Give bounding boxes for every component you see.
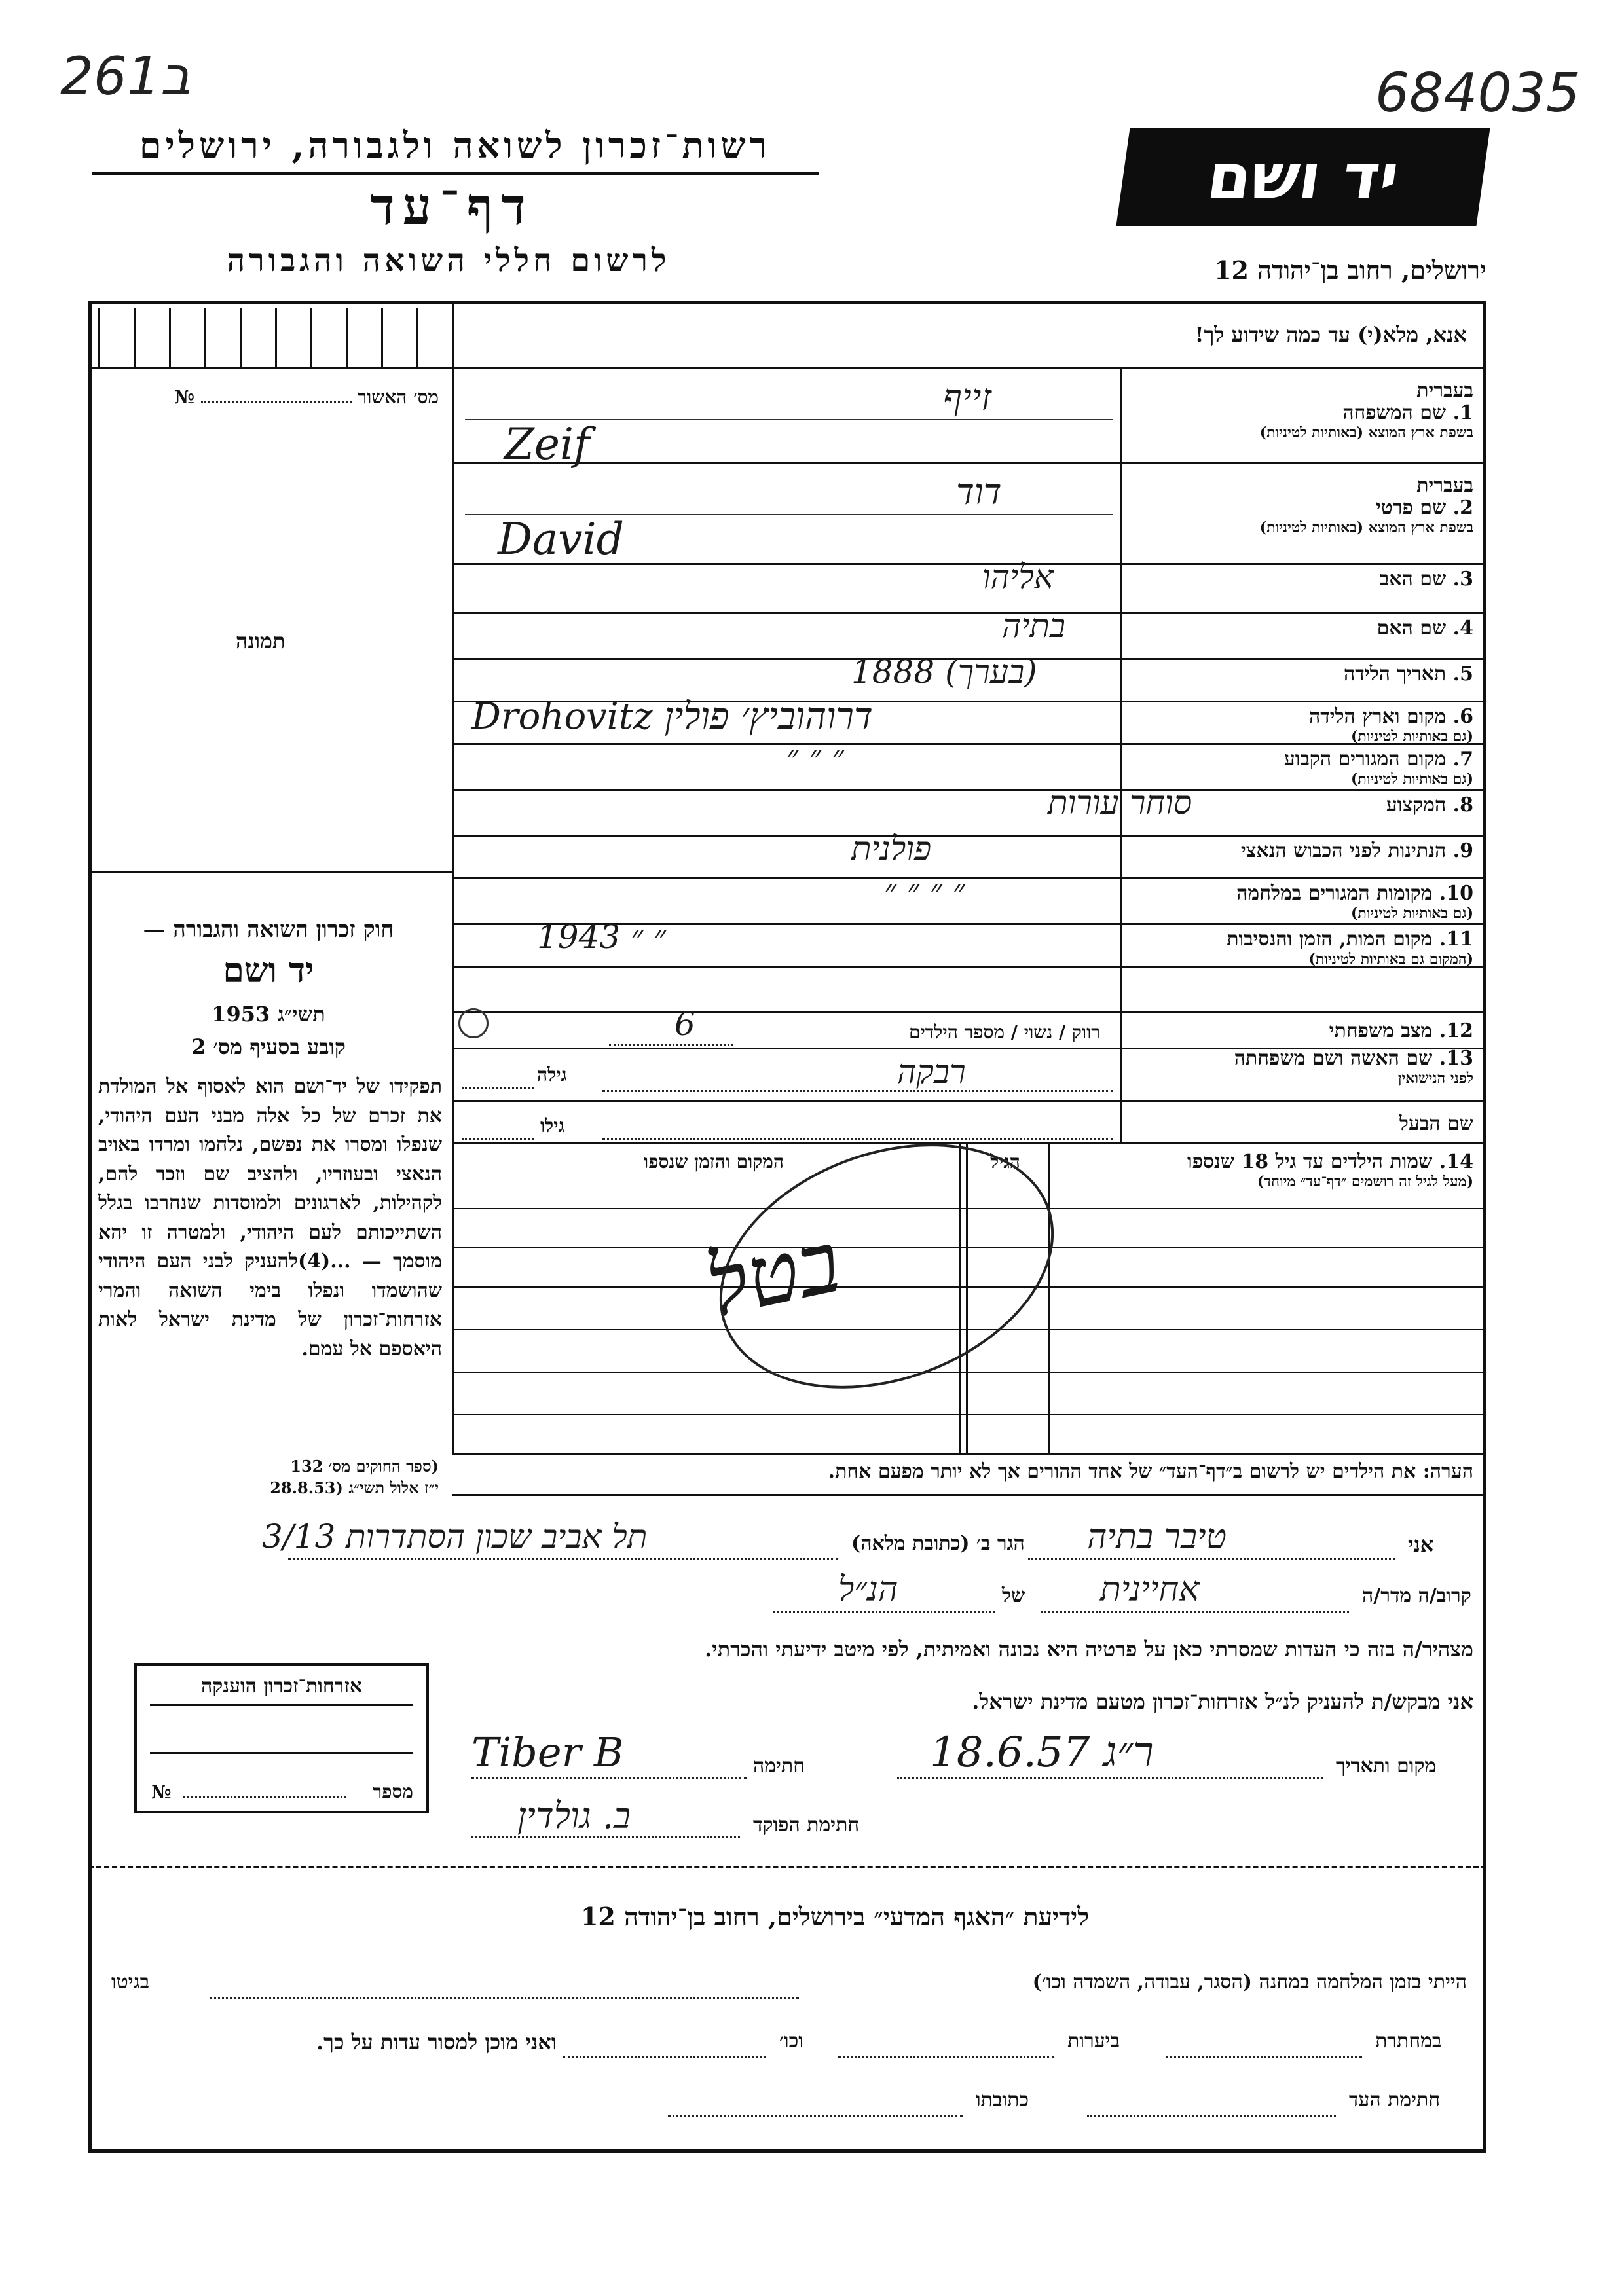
field-label: מקומות המגורים במלחמה <box>1236 882 1433 905</box>
footer-line1: הייתי בזמן המלחמה במחנה (הסגר, עבודה, השמדה וכו׳) <box>1032 1971 1467 1994</box>
footer-forests-label: ביערות <box>1067 2030 1120 2052</box>
field-number: 1. <box>1452 401 1473 424</box>
children-col-place: המקום והזמן שנספו <box>644 1151 784 1173</box>
field-value[interactable]: 1943 ״ ״ <box>537 918 667 956</box>
row-divider <box>452 1100 1486 1102</box>
footer-divider <box>88 1866 1486 1868</box>
field-sublabel: (גם באותיות לטיניות) <box>1350 771 1473 788</box>
address-label: הגר ב׳ (כתובת מלאה) <box>851 1532 1025 1555</box>
field-surname-hebrew[interactable]: זייף <box>943 376 991 419</box>
law-name: יד ושם <box>223 951 314 991</box>
record-number: 684035 <box>1375 62 1581 124</box>
officer-value[interactable]: ב. גולדין <box>517 1795 631 1836</box>
field-number: 5. <box>1452 663 1473 685</box>
children-count-field[interactable] <box>609 1044 733 1046</box>
field-label-group <box>1126 568 1473 591</box>
field-value[interactable]: ״ ״ ״ ״ <box>884 872 965 910</box>
camp-field[interactable] <box>210 1997 799 1999</box>
place-date-field[interactable] <box>897 1777 1323 1779</box>
yad-vashem-logo <box>1116 128 1490 226</box>
approval-no-label: № <box>174 386 194 408</box>
footer-ghetto-label: בגיטו <box>111 1971 150 1994</box>
children-col-age: הגיל <box>990 1151 1020 1173</box>
field-number: 6. <box>1452 705 1473 728</box>
children-count-value[interactable]: 6 <box>674 1005 695 1043</box>
place-date-value[interactable]: ר״ג 18.6.57 <box>930 1728 1154 1777</box>
children-col-divider <box>1048 1142 1050 1453</box>
field-value[interactable]: 1888 (בערך) <box>851 653 1037 691</box>
field-firstname-latin[interactable]: David <box>498 514 624 564</box>
field-surname-latin[interactable]: Zeif <box>504 419 590 469</box>
form-note: הערה: את הילדים יש לרשום ב״דף־העד״ של אחד ההורים אך לא יותר מפעם אחת. <box>828 1460 1473 1483</box>
address-field[interactable] <box>288 1558 838 1560</box>
citizenship-box <box>134 1663 429 1813</box>
field-label: שם האם <box>1376 617 1447 640</box>
field-sublabel: (המקום גם באותיות לטיניות) <box>1308 951 1473 968</box>
field-label-group <box>1126 706 1473 745</box>
husband-name-field[interactable] <box>602 1138 1113 1140</box>
header-address: ירושלים, רחוב בן־יהודה 12 <box>1214 255 1486 285</box>
field-number: 11. <box>1439 928 1473 951</box>
relation-of-field[interactable] <box>773 1611 995 1613</box>
children-header: 14. שמות הילדים עד גיל 18 שנספו (מעל לגיל זה רושמים ״דף־עד״ מיוחד) <box>1187 1150 1473 1190</box>
field-surname-lang: בעברית <box>1416 379 1473 402</box>
declarant-field[interactable] <box>1028 1558 1395 1560</box>
note-divider <box>452 1494 1486 1496</box>
form-instruction: אנא, מלא(י) עד כמה שידוע לך! <box>1194 322 1467 347</box>
signature-label: חתימה <box>753 1755 805 1777</box>
field-wife-labels: 13. שם האשה ושם משפחתה לפני הנישואין <box>1234 1047 1473 1087</box>
law-source-date: י״ז אלול תשי״ג (28.8.53 <box>270 1478 439 1497</box>
footer-testimony-text: ואני מוכן למסור עדות על כך. <box>316 2030 557 2054</box>
field-label: מקום המות, הזמן והנסיבות <box>1227 928 1433 951</box>
authority-underline <box>92 172 819 175</box>
field-label: המקצוע <box>1386 793 1447 816</box>
file-mark: 261ב <box>60 46 191 107</box>
field-wife-value[interactable]: רבקה <box>897 1053 966 1091</box>
wife-name-field[interactable] <box>602 1090 1113 1092</box>
children-count-label: רווק / נשוי / מספר הילדים <box>908 1021 1100 1043</box>
row-divider <box>452 789 1486 791</box>
footer-underground-label: במחתרת <box>1375 2030 1442 2052</box>
stamp-circle-icon <box>458 1008 489 1038</box>
children-row-line <box>452 1414 1486 1415</box>
field-marital-label: 12. מצב משפחתי <box>1329 1019 1473 1042</box>
citizenship-box-title: אזרחות־זכרון הוענקה <box>200 1675 363 1698</box>
tick-boxes <box>98 308 452 367</box>
wife-age-field[interactable] <box>462 1087 534 1089</box>
law-year: תשי״ג 1953 <box>212 1002 325 1027</box>
field-label-group <box>1126 883 1473 922</box>
cancelled-scrawl: בטל <box>698 1211 849 1337</box>
note-divider <box>452 1453 1486 1455</box>
citizenship-number-label: מספר <box>373 1781 413 1802</box>
label-column-divider <box>1120 367 1122 1142</box>
row-divider <box>452 612 1486 614</box>
relation-of-label: של <box>1002 1584 1025 1607</box>
field-label-group <box>1126 748 1473 788</box>
field-label: הנתינות לפני הכבוש הנאצי <box>1240 839 1447 862</box>
declaration-request: אני מבקש/ת להעניק לנ״ל אזרחות־זכרון מטעם מדינת ישראל. <box>972 1689 1473 1714</box>
sidebar-law-divider <box>88 871 452 873</box>
approval-row <box>105 386 439 409</box>
row-divider <box>452 877 1486 879</box>
place-date-label: מקום ותאריך <box>1336 1755 1437 1777</box>
page-title: דף־עד <box>370 177 534 236</box>
children-row-line <box>452 1372 1486 1373</box>
field-number: 10. <box>1439 882 1473 905</box>
relation-field[interactable] <box>1041 1611 1349 1613</box>
field-surname-sub: בשפת ארץ המוצא (באותיות לטיניות) <box>1259 424 1473 441</box>
approval-field[interactable] <box>201 401 352 403</box>
witness-signature-label: חתימת העד <box>1349 2088 1441 2111</box>
citizenship-number-field[interactable] <box>183 1796 346 1798</box>
field-number: 4. <box>1452 617 1473 640</box>
field-label: מקום המגורים הקבוע <box>1283 748 1447 771</box>
field-husband-label: שם הבעל <box>1399 1112 1473 1135</box>
field-firstname-labels <box>1126 475 1473 536</box>
field-number: 9. <box>1452 839 1473 862</box>
field-label: מקום וארץ הלידה <box>1308 705 1447 728</box>
field-surname-labels <box>1126 380 1473 441</box>
field-firstname-label: שם פרטי <box>1375 496 1447 519</box>
witness-address-label: כתובתו <box>976 2088 1029 2111</box>
declarant-name[interactable]: טיבר בתיה <box>1087 1518 1227 1557</box>
relation-of-value[interactable]: הנ״ל <box>838 1570 898 1609</box>
field-value[interactable]: בתיה <box>1002 607 1065 645</box>
field-value[interactable]: סוחר עורות <box>1048 784 1192 822</box>
field-surname-label: שם המשפחה <box>1342 401 1447 424</box>
relation-label: קרוב/ה מדר/ה <box>1362 1584 1471 1607</box>
field-sublabel: (גם באותיות לטיניות) <box>1350 728 1473 745</box>
forests-field[interactable] <box>838 2056 1054 2058</box>
field-number: 3. <box>1452 568 1473 591</box>
logo-text: יד ושם <box>1202 140 1404 213</box>
field-label-group <box>1126 617 1473 640</box>
field-firstname-sub: בשפת ארץ המוצא (באותיות לטיניות) <box>1259 519 1473 536</box>
declaration-statement: מצהיר/ה בזה כי העדות שמסרתי כאן על פרטיה היא נכונה ואמיתית, לפי מיטב ידיעתי והכרתי. <box>705 1637 1473 1662</box>
witness-address-field[interactable] <box>668 2115 963 2117</box>
children-divider <box>452 1142 1486 1144</box>
husband-age-field[interactable] <box>462 1138 534 1140</box>
field-firstname-lang: בעברית <box>1416 474 1473 497</box>
authority-name: רשות־זכרון לשואה ולגבורה, ירושלים <box>139 124 771 166</box>
law-clause: קובע בסעיף מס׳ 2 <box>191 1034 346 1059</box>
instruction-divider <box>88 367 1486 369</box>
field-number: 7. <box>1452 748 1473 771</box>
field-label: שם האב <box>1379 568 1447 591</box>
husband-age-label: גילו <box>540 1115 564 1137</box>
address-value[interactable]: תל אביב שכון הסתדרות 3/13 <box>262 1518 648 1556</box>
signature-field[interactable] <box>471 1777 747 1779</box>
photo-placeholder-label: תמונה <box>236 629 286 653</box>
field-number: 8. <box>1452 793 1473 816</box>
law-source: (ספר החוקים מס׳ 132 <box>290 1457 439 1476</box>
officer-label: חתימת הפוקד <box>753 1813 860 1836</box>
field-firstname-hebrew[interactable]: דוד <box>956 471 1002 513</box>
signature-value[interactable]: Tiber B <box>471 1728 624 1776</box>
footer-heading: לידיעת ״האגף המדעי״ בירושלים, רחוב בן־יהודה 12 <box>580 1902 1090 1931</box>
field-number: 2. <box>1452 496 1473 519</box>
approval-label: מס׳ האשור <box>358 386 439 408</box>
field-value[interactable]: אליהו <box>982 558 1054 596</box>
field-value[interactable]: ״ ״ ״ <box>786 738 844 776</box>
page-subtitle: לרשום חללי השואה והגבורה <box>227 242 671 279</box>
field-label: תאריך הלידה <box>1344 663 1447 685</box>
footer-etc-label: וכו׳ <box>779 2030 803 2052</box>
field-value[interactable]: פולנית <box>851 829 932 867</box>
field-label-group <box>1126 840 1473 862</box>
law-title: חוק זכרון השואה והגבורה — <box>143 917 394 943</box>
row-divider <box>452 462 1486 464</box>
row-divider <box>452 1011 1486 1013</box>
officer-field[interactable] <box>471 1836 740 1838</box>
witness-signature-field[interactable] <box>1087 2115 1336 2117</box>
field-label-group <box>1126 928 1473 968</box>
relation-value[interactable]: אחיינית <box>1100 1570 1200 1609</box>
field-value[interactable]: Drohovitz דרוהוביץ׳ פולין <box>471 695 873 738</box>
law-body: תפקידו של יד־ושם הוא לאסוף אל המולדת את זכרם של כל אלה מבני העם היהודי, שנפלו ומסרו את נפשם, נלחמו ומרדו באויב הנאצי ובעוזריו, ולהציב שם וזכר להם, לקהילות, לארגונים ולמוסדות שנחרבו בגלל השתייכותם לעם היהודי, ולמטרה זו יהא מוסמך — ...(4)להעניק לבני העם היהודי שהושמדו ונפלו בימי השואה והמרי אזרחות־זכרון של מדינת ישראל לאות היאספם אל עמם. <box>98 1075 442 1360</box>
field-sublabel: (גם באותיות לטיניות) <box>1350 905 1473 922</box>
wife-age-label: גילה <box>537 1064 567 1085</box>
row-divider <box>452 835 1486 837</box>
declarant-label: אני <box>1408 1532 1434 1557</box>
etc-field[interactable] <box>563 2056 766 2058</box>
citizenship-no-label: № <box>151 1781 172 1803</box>
underground-field[interactable] <box>1166 2056 1362 2058</box>
field-label-group <box>1126 663 1473 685</box>
